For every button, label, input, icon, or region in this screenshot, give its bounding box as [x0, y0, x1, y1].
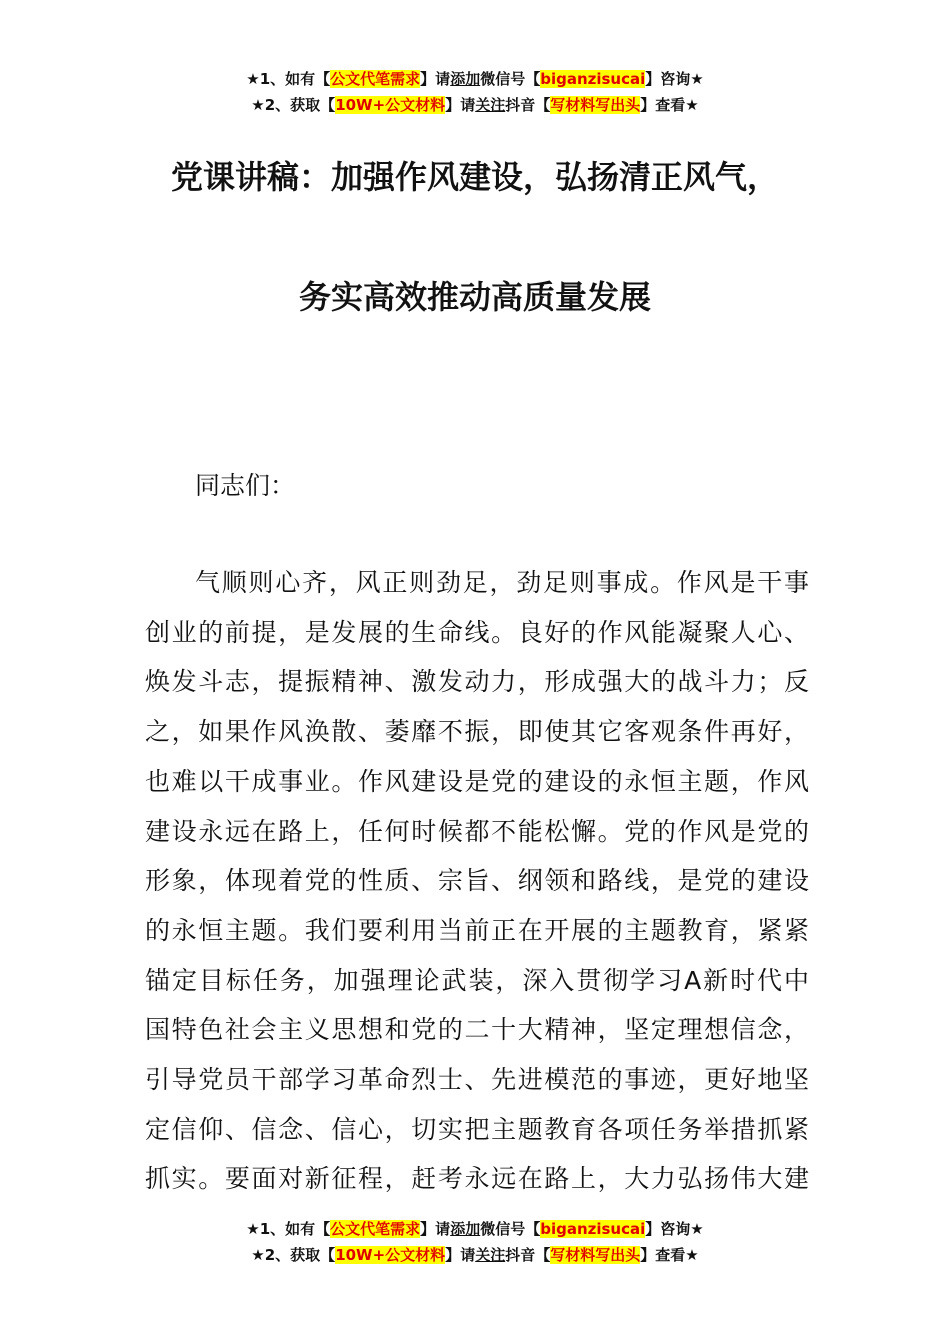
- greeting: 同志们：: [195, 471, 296, 500]
- promo-highlight: 10W+公文材料: [335, 1246, 446, 1264]
- promo-line-2: ★2、获取【10W+公文材料】请关注抖音【写材料写出头】查看★: [251, 1246, 699, 1264]
- promo-line-2: ★2、获取【10W+公文材料】请关注抖音【写材料写出头】查看★: [251, 96, 699, 114]
- body-line: 抓实。要面对新征程，赶考永远在路上，大力弘扬伟大建: [145, 1164, 809, 1194]
- body-line: 之，如果作风涣散、萎靡不振，即使其它客观条件再好，: [145, 717, 809, 747]
- header-promo-banner: [0, 66, 950, 118]
- promo-line-1: ★1、如有【公文代笔需求】请添加微信号【biganzisucai】咨询★: [246, 1220, 704, 1238]
- promo-highlight: 公文代笔需求: [330, 70, 421, 88]
- body-line: 的永恒主题。我们要利用当前正在开展的主题教育，紧紧: [145, 915, 809, 945]
- promo-line-1: ★1、如有【公文代笔需求】请添加微信号【biganzisucai】咨询★: [246, 70, 704, 88]
- body-line: 定信仰、信念、信心，切实把主题教育各项任务举措抓紧: [145, 1114, 809, 1144]
- document-title-line-1: 党课讲稿：加强作风建设，弘扬清正风气，: [170, 158, 779, 196]
- body-line: 国特色社会主义思想和党的二十大精神，坚定理想信念，: [145, 1015, 809, 1045]
- body-paragraph: [145, 558, 809, 1204]
- promo-douyin-id: 写材料写出头: [550, 96, 641, 114]
- body-line: 锚定目标任务，加强理论武装，深入贯彻学习A新时代中: [145, 965, 809, 995]
- body-line: 也难以干成事业。作风建设是党的建设的永恒主题，作风: [145, 766, 809, 796]
- promo-wechat-id: biganzisucai: [540, 70, 646, 88]
- promo-highlight: 10W+公文材料: [335, 96, 446, 114]
- body-line: 形象，体现着党的性质、宗旨、纲领和路线，是党的建设: [145, 866, 809, 896]
- body-line: 气顺则心齐，风正则劲足，劲足则事成。作风是干事: [195, 568, 809, 597]
- body-line: 建设永远在路上，任何时候都不能松懈。党的作风是党的: [145, 816, 809, 846]
- body-line: 引导党员干部学习革命烈士、先进模范的事迹，更好地坚: [145, 1065, 809, 1095]
- promo-wechat-id: biganzisucai: [540, 1220, 646, 1238]
- footer-promo-banner: [0, 1216, 950, 1268]
- document-title-line-2: 务实高效推动高质量发展: [298, 278, 651, 316]
- body-line: 创业的前提，是发展的生命线。良好的作风能凝聚人心、: [145, 617, 809, 647]
- body-line: 焕发斗志，提振精神、激发动力，形成强大的战斗力；反: [145, 667, 809, 697]
- promo-highlight: 公文代笔需求: [330, 1220, 421, 1238]
- promo-douyin-id: 写材料写出头: [550, 1246, 641, 1264]
